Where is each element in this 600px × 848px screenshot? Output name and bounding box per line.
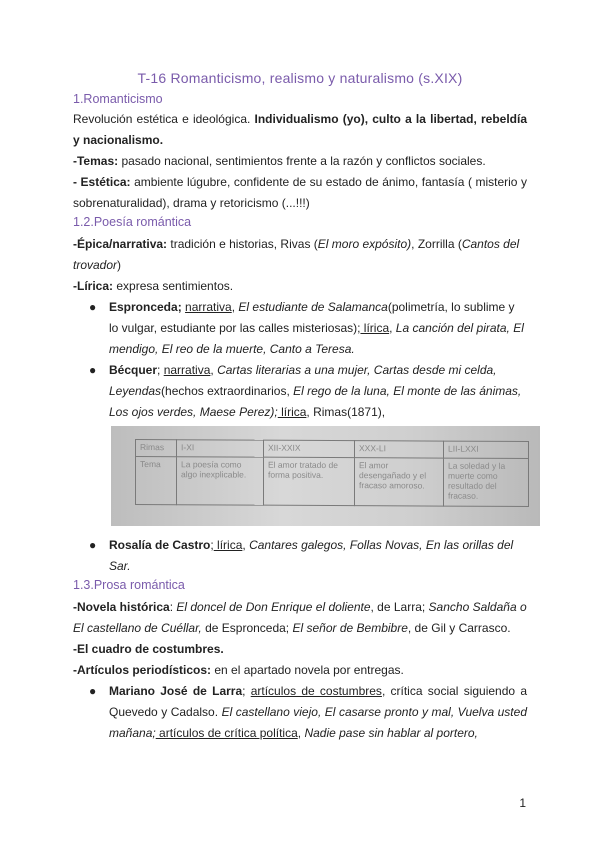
genre-label: lírica <box>213 538 243 552</box>
paragraph-estetica <box>73 172 527 214</box>
work-title: Nadie pase sin hablar al portero, <box>304 726 478 740</box>
item-text: (polimetría, lo sublime y lo vulgar, estudiante por las calles misteriosas); <box>109 300 515 335</box>
item-text: , <box>389 321 396 335</box>
list-item-larra <box>89 681 527 744</box>
item-text: , <box>210 363 218 377</box>
bullet-icon: ● <box>89 363 97 377</box>
paragraph-intro <box>73 109 527 151</box>
work-title: Cantares galegos, Follas Novas, En las orillas del Sar. <box>109 538 514 573</box>
work-title: El doncel de Don Enrique el doliente <box>176 600 371 614</box>
paragraph-cuadro <box>73 639 527 660</box>
paragraph-temas <box>73 151 527 172</box>
rimas-table-image <box>111 426 540 526</box>
work-title: El rego de la luna, El monte de las ánimas, Los ojos verdes, Maese Perez); <box>109 384 522 419</box>
item-text: ; <box>157 363 164 377</box>
table-cell: Rimas <box>136 439 177 456</box>
epica-text: , Zorrilla ( <box>411 237 462 251</box>
list-item-becquer <box>89 360 527 423</box>
cuadro-label: -El cuadro de costumbres. <box>73 642 224 656</box>
page-number: 1 <box>519 796 526 810</box>
epica-text: ) <box>117 258 122 272</box>
author-name: Bécquer <box>109 363 158 377</box>
work-title: El señor de Bembibre <box>292 621 408 635</box>
section-heading-poesia: 1.2.Poesía romántica <box>73 215 192 229</box>
genre-label: lírica <box>360 321 390 335</box>
item-text: , Rimas(1871), <box>306 405 386 419</box>
item-text: de Espronceda; <box>201 621 293 635</box>
intro-bold-text: Individualismo (yo), culto a la libertad, rebeldía y nacionalismo. <box>73 112 528 147</box>
articulos-label: -Artículos periodísticos: <box>73 663 212 677</box>
temas-label: -Temas: <box>73 154 119 168</box>
item-text: (hechos extraordinarios, <box>161 384 294 398</box>
table-cell: La soledad y la muerte como resultado del fracaso. <box>444 458 529 506</box>
estetica-label: - Estética: <box>73 175 131 189</box>
work-title: El estudiante de Salamanca <box>238 300 388 314</box>
section-heading-romanticismo: 1.Romanticismo <box>73 92 163 106</box>
list-item-espronceda <box>89 297 527 360</box>
rimas-table <box>135 439 529 507</box>
novela-label: -Novela histórica <box>73 600 170 614</box>
list-item-rosalia <box>89 535 527 577</box>
estetica-text: ambiente lúgubre, confidente de su estado de ánimo, fantasía ( misterio y sobrenaturalidad), drama y retoricismo (...!!!) <box>73 175 527 210</box>
table-cell: El amor tratado de forma positiva. <box>264 457 355 505</box>
item-text: ; <box>210 538 214 552</box>
author-name: Espronceda; <box>109 300 182 314</box>
table-cell: La poesía como algo inexplicable. <box>177 457 264 505</box>
item-text: , <box>242 538 250 552</box>
table-row <box>136 456 529 506</box>
bullet-icon: ● <box>89 684 97 698</box>
paragraph-articulos <box>73 660 527 681</box>
genre-label: lírica <box>277 405 307 419</box>
item-text: , crítica social siguiendo a Quevedo y Cadalso. <box>109 684 527 719</box>
table-cell: El amor desengañado y el fracaso amoroso. <box>355 458 444 506</box>
item-text: , <box>297 726 305 740</box>
work-title: La canción del pirata, El mendigo, El reo de la muerte, Canto a Teresa. <box>109 321 524 356</box>
work-title: Cartas literarias a una mujer, Cartas desde mi celda, Leyendas <box>109 363 497 398</box>
author-name: Rosalía de Castro <box>109 538 211 552</box>
lirica-label: -Lírica: <box>73 279 114 293</box>
epica-label: -Épica/narrativa: <box>73 237 168 251</box>
section-heading-prosa: 1.3.Prosa romántica <box>73 578 185 592</box>
epica-work-title: El moro expósito) <box>317 237 412 251</box>
item-text: ; <box>242 684 251 698</box>
epica-work-title: Cantos del trovador <box>73 237 520 272</box>
table-cell: I-XI <box>177 440 264 457</box>
paragraph-epica <box>73 234 527 276</box>
genre-label: artículos de crítica política <box>155 726 298 740</box>
articulos-text: en el apartado novela por entregas. <box>211 663 404 677</box>
table-cell: LII-LXXI <box>444 441 529 458</box>
table-header-row <box>136 439 529 458</box>
table-cell: XXX-LI <box>355 441 444 458</box>
lirica-text: expresa sentimientos. <box>113 279 234 293</box>
genre-label: artículos de costumbres <box>250 684 382 698</box>
item-text: , <box>231 300 239 314</box>
item-text: : <box>169 600 177 614</box>
work-title: Sancho Saldaña o El castellano de Cuéllar, <box>73 600 527 635</box>
genre-label: narrativa <box>163 363 211 377</box>
intro-text: Revolución estética e ideológica. <box>73 112 255 126</box>
table-cell: Tema <box>136 456 177 504</box>
epica-text: tradición e historias, Rivas ( <box>167 237 318 251</box>
work-title: El castellano viejo, El casarse pronto y mal, Vuelva usted mañana; <box>109 705 527 740</box>
temas-text: pasado nacional, sentimientos frente a la razón y conflictos sociales. <box>118 154 486 168</box>
page-title: T-16 Romanticismo, realismo y naturalismo (s.XIX) <box>137 70 463 86</box>
paragraph-novela-historica <box>73 597 527 639</box>
item-text: , de Larra; <box>370 600 429 614</box>
table-cell: XII-XXIX <box>264 440 355 457</box>
genre-label: narrativa <box>185 300 232 314</box>
author-name: Mariano José de Larra <box>109 684 243 698</box>
bullet-icon: ● <box>89 300 97 314</box>
item-text: , de Gil y Carrasco. <box>407 621 511 635</box>
paragraph-lirica <box>73 276 527 297</box>
bullet-icon: ● <box>89 538 97 552</box>
